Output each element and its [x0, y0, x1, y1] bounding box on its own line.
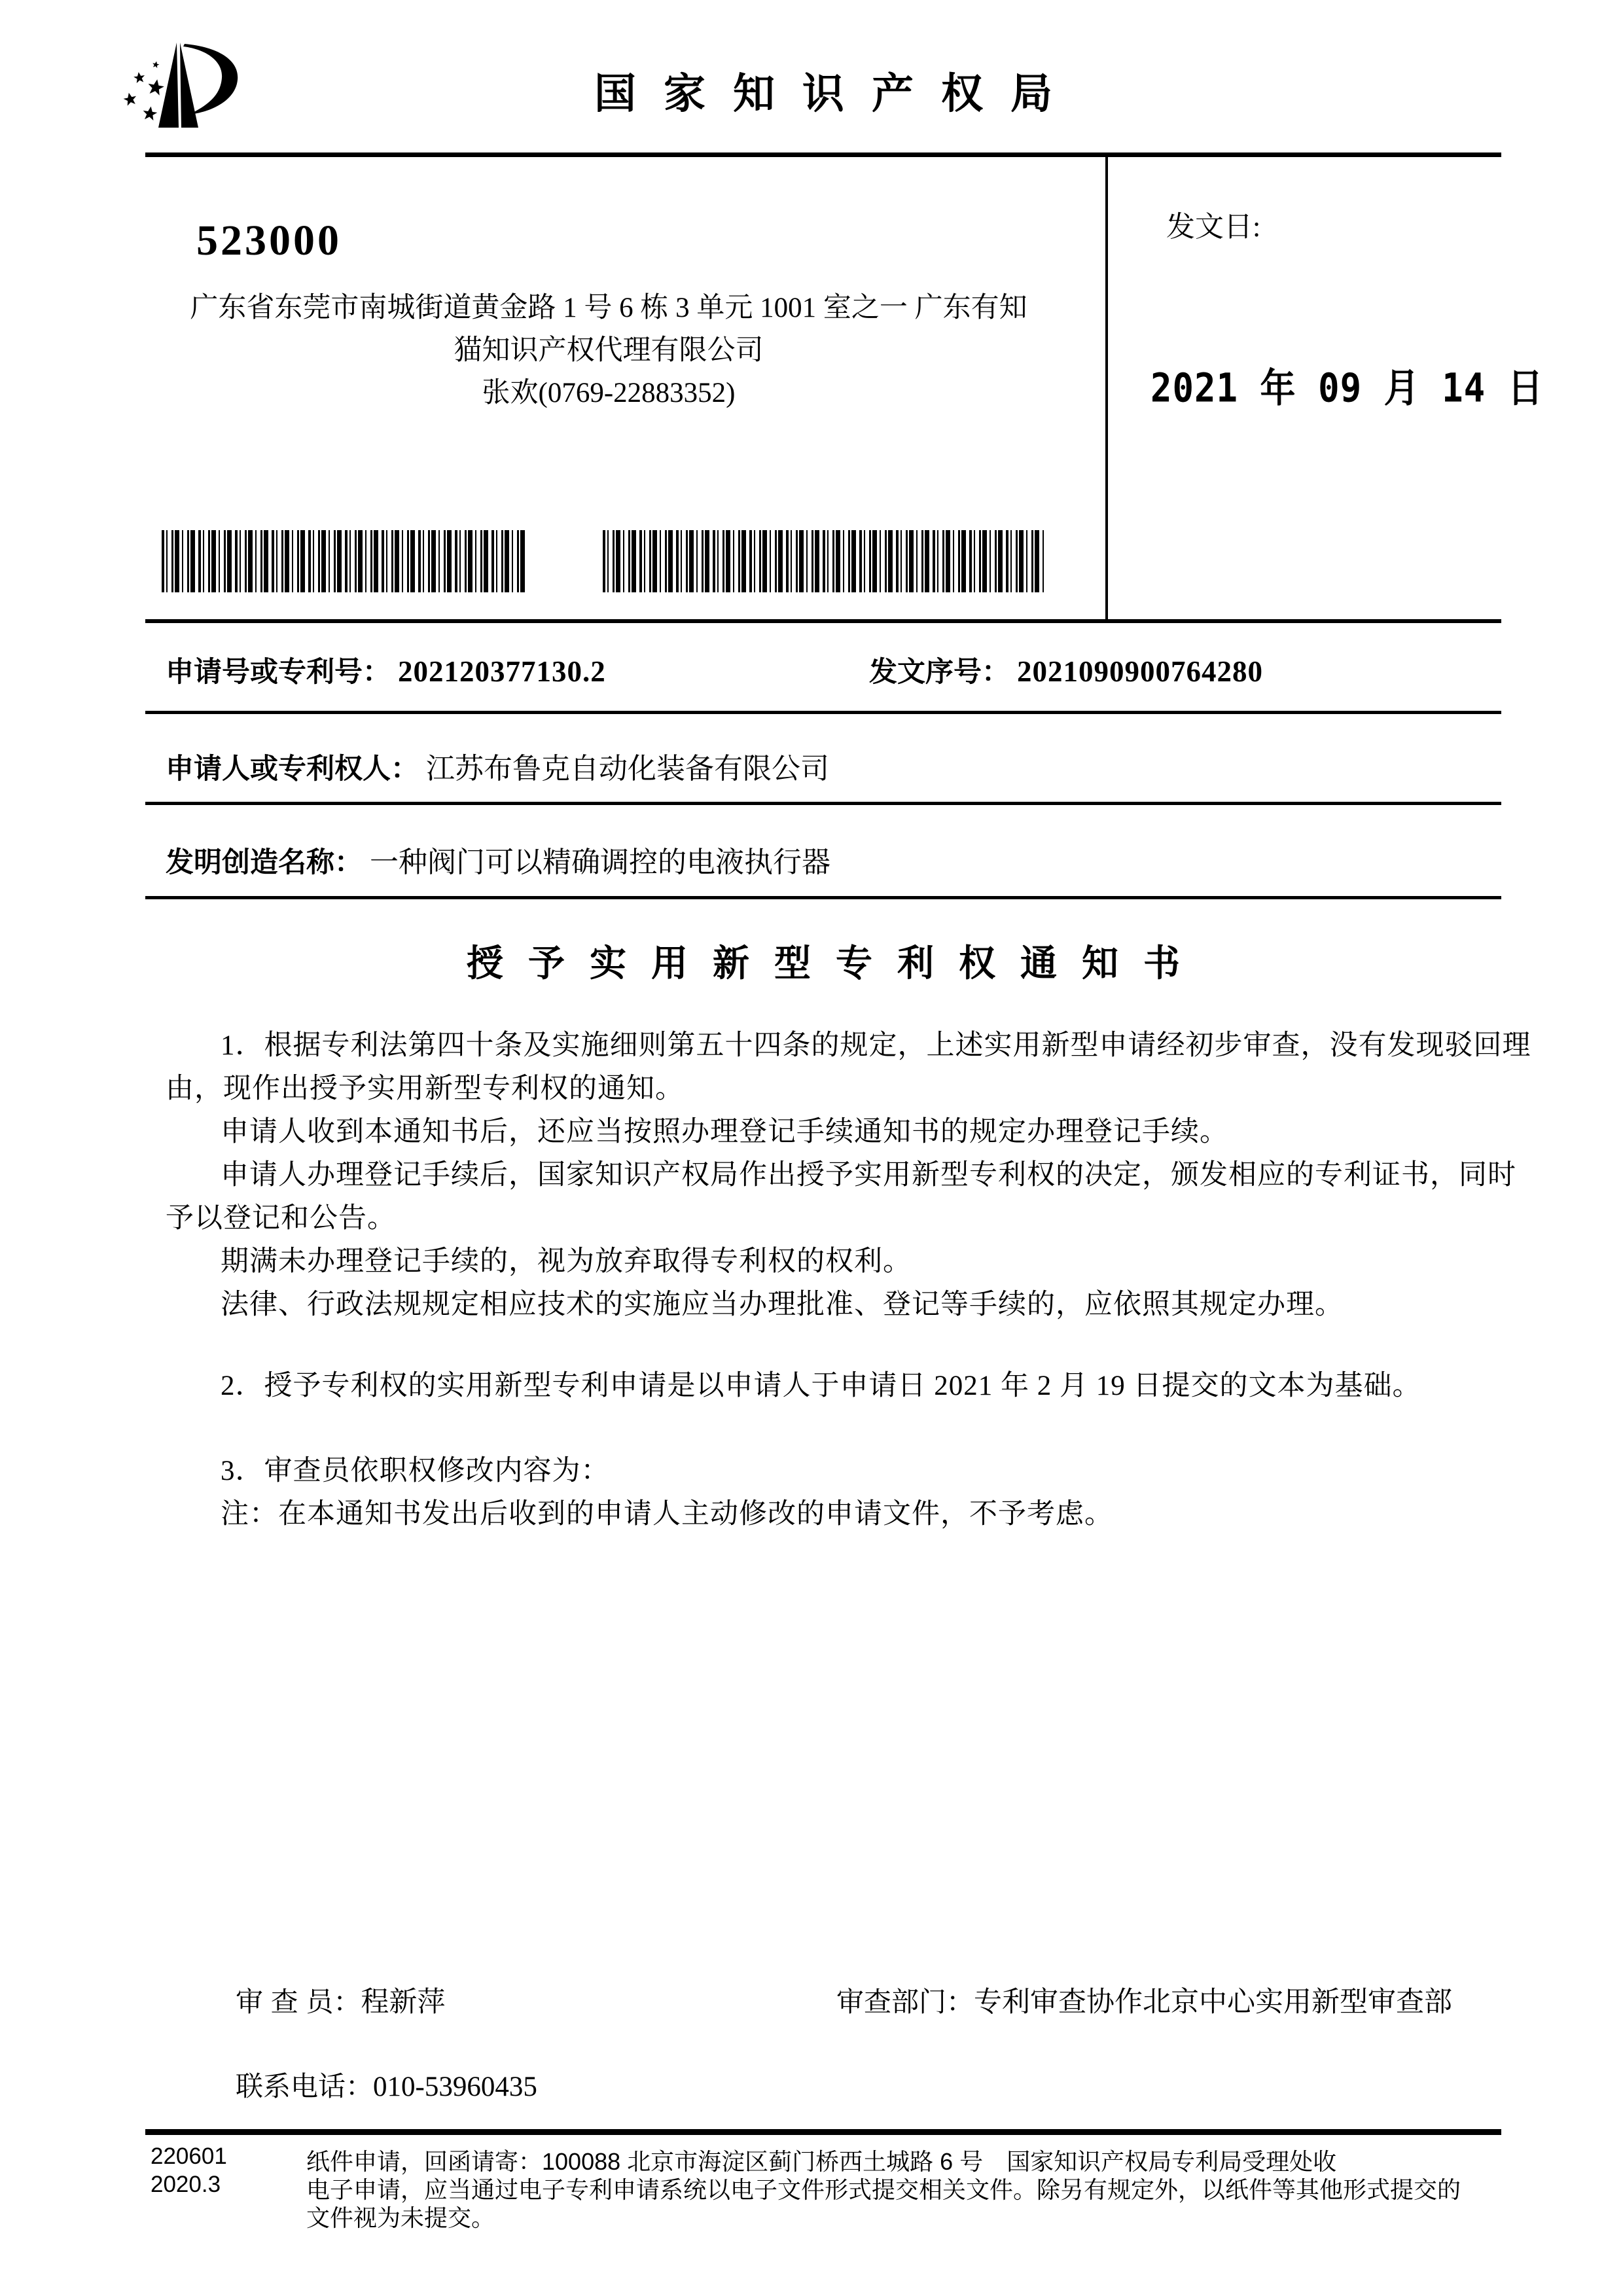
footer-note-line: 电子申请，应当通过电子专利申请系统以电子文件形式提交相关文件。除另有规定外，以纸件等其他形式提交的: [306, 2176, 1461, 2203]
dispatch-serial-value: 2021090900764280: [1017, 655, 1263, 688]
recipient-address: [151, 287, 1067, 414]
notice-body-line: 申请人收到本通知书后，还应当按照办理登记手续通知书的规定办理登记手续。: [221, 1117, 1228, 1147]
contact-phone-value: 010-53960435: [373, 2072, 537, 2102]
form-version: 2020.3: [151, 2172, 221, 2197]
dispatch-serial-label: 发文序号：: [869, 656, 1010, 688]
application-number-value: 202120377130.2: [398, 655, 606, 688]
dispatch-serial-field: [869, 650, 1263, 690]
notice-body-line: 1．根据专利法第四十条及实施细则第五十四条的规定，上述实用新型申请经初步审查，没有发现驳回理: [221, 1030, 1531, 1061]
notice-body-line: 3．审查员依职权修改内容为：: [221, 1456, 610, 1486]
applicant-label: 申请人或专利权人：: [166, 753, 419, 785]
examiner-label: 审 查 员：: [236, 1986, 361, 2017]
contact-phone-label: 联系电话：: [236, 2071, 374, 2102]
notice-body-line: 期满未办理登记手续的，视为放弃取得专利权的权利。: [221, 1246, 912, 1277]
header-rule: [145, 152, 1501, 157]
agency-title: 国家知识产权局: [594, 71, 1080, 117]
rule-below-invention-row: [145, 896, 1501, 899]
footer-rule: [145, 2129, 1501, 2135]
notice-body-line: 法律、行政法规规定相应技术的实施应当办理批准、登记等手续的，应依照其规定办理。: [221, 1289, 1344, 1320]
examination-department-field: [836, 1980, 1452, 2020]
rule-below-barcodes: [145, 619, 1501, 623]
notice-body-line: 注：在本通知书发出后收到的申请人主动修改的申请文件，不予考虑。: [221, 1499, 1113, 1530]
notice-title: 授予实用新型专利权通知书: [467, 944, 1205, 984]
invention-title-value: 一种阀门可以精确调控的电液执行器: [370, 846, 830, 878]
examiner-name: 程新萍: [361, 1987, 446, 2018]
address-line-2: 猫知识产权代理有限公司: [454, 335, 764, 366]
dispatch-date-label: 发文日:: [1166, 211, 1261, 243]
applicant-field: [166, 745, 829, 787]
contact-phone-field: [236, 2065, 537, 2104]
notice-body-line: 2．授予专利权的实用新型专利申请是以申请人于申请日 2021 年 2 月 19 日提交的文本为基础。: [221, 1371, 1421, 1401]
examination-department-label: 审查部门：: [836, 1986, 974, 2017]
postal-code: 523000: [196, 217, 342, 264]
notice-body-line: 申请人办理登记手续后，国家知识产权局作出授予实用新型专利权的决定，颁发相应的专利证书，同时: [221, 1160, 1516, 1191]
notice-body-line: 由，现作出授予实用新型专利权的通知。: [166, 1073, 684, 1104]
form-code: 220601: [151, 2144, 227, 2169]
address-contact: 张欢(0769-22883352): [482, 378, 736, 408]
rule-below-applicant-row: [145, 802, 1501, 805]
applicant-value: 江苏布鲁克自动化装备有限公司: [426, 753, 829, 785]
rule-below-application-row: [145, 711, 1501, 714]
barcode-right: [603, 530, 1044, 592]
footer-note-line: 纸件申请，回函请寄：100088 北京市海淀区蓟门桥西土城路 6 号 国家知识产权局专利局受理处收: [306, 2148, 1337, 2175]
dispatch-date-value: 2021 年 09 月 14 日: [1150, 365, 1544, 411]
application-number-label: 申请号或专利号：: [166, 656, 391, 688]
application-number-field: [166, 650, 606, 690]
invention-title-field: [166, 838, 830, 880]
examination-department-value: 专利审查协作北京中心实用新型审查部: [974, 1987, 1453, 2018]
invention-title-label: 发明创造名称：: [166, 847, 363, 878]
barcode-left: [162, 530, 528, 592]
footer-note-line: 文件视为未提交。: [306, 2204, 495, 2231]
examiner-field: [236, 1980, 445, 2020]
address-datebox-divider: [1105, 152, 1108, 623]
notice-body-line: 予以登记和公告。: [166, 1203, 396, 1234]
address-line-1: 广东省东莞市南城街道黄金路 1 号 6 栋 3 单元 1001 室之一 广东有知: [190, 293, 1027, 323]
